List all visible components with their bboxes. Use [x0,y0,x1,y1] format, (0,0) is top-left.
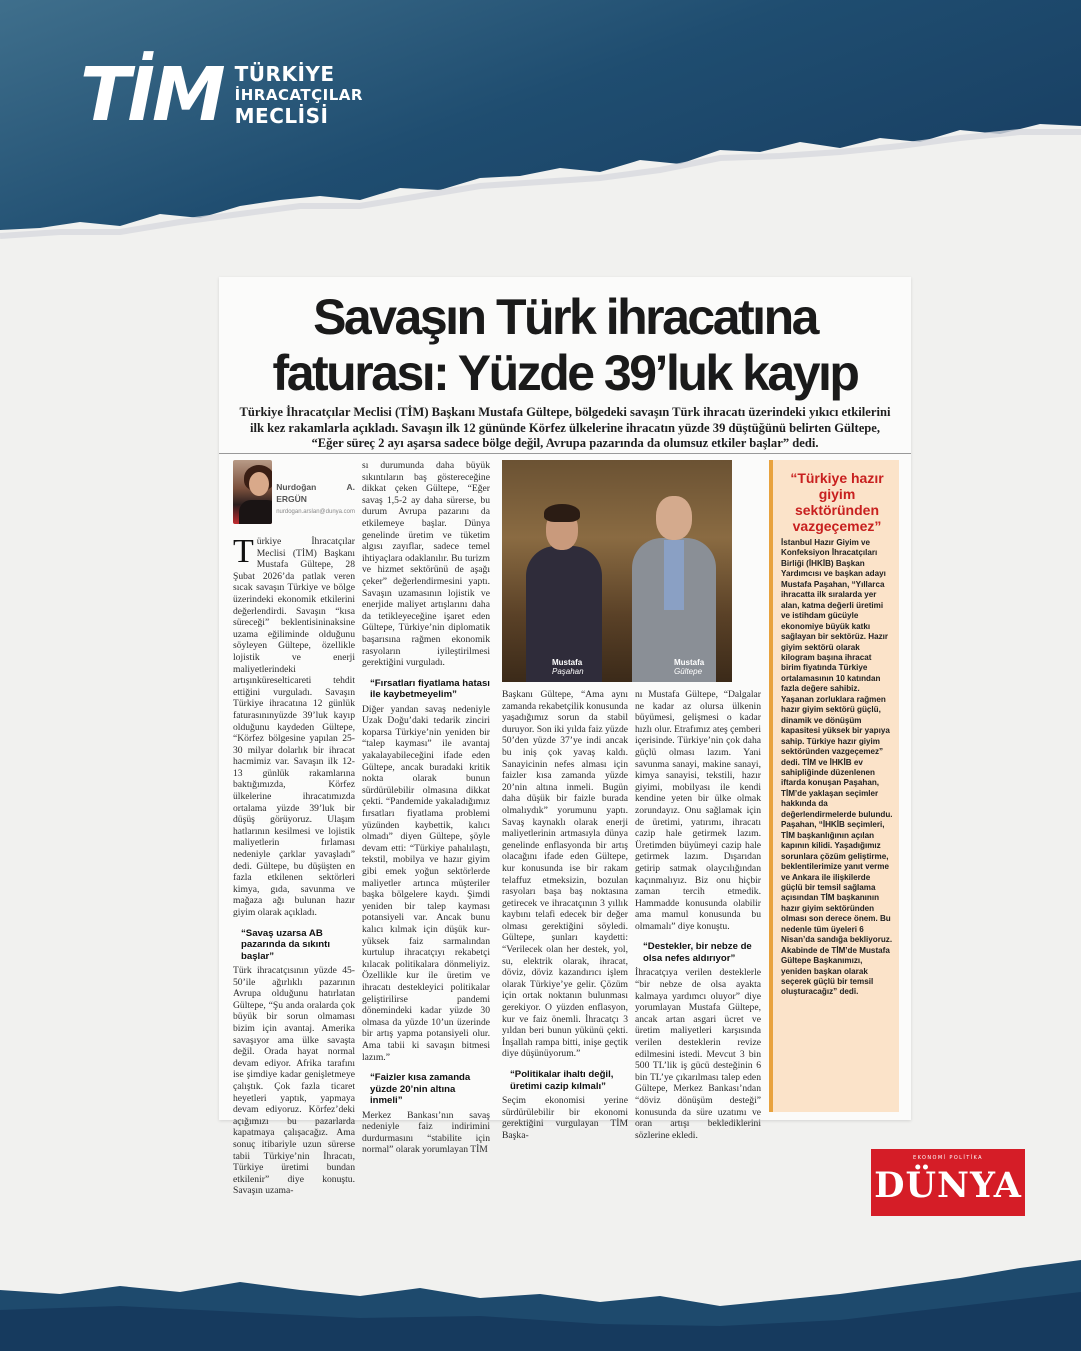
dropcap: T [233,533,254,570]
tim-logo-line1: TÜRKİYE [234,61,335,86]
divider [219,453,911,454]
column-4 [635,689,761,1141]
person-left [522,500,604,682]
caption-name: Mustafa [674,658,705,667]
paragraph: sı durumunda daha büyük sıkıntıların baş göstereceğine dikkat çeken Gültepe, “Eğer savaş 1,5-2 ay daha sürerse, bu durum Avrupa pazarını da etkilemeye başlar. Dünya genelinde üretim ve tüketim algısı zayıflar, sadece temel ihtiyaçlara odaklanılır. Bu turizm ve hizmet sektörünü de aşağı çeker” değerlendirmesini yaptı. Savaşın uzamasının lojistik ve enerjide maliyet artışlarını daha da tetikleyeceğine işaret eden Gültepe, Türkiye’nin diplomatik başarısına rağmen ekonomik rasyoların iyileştirilmesi gerektiğini vurguladı. [362,460,490,669]
tim-logo-text [234,61,363,128]
column-1 [233,460,355,1197]
photo-caption-left [552,658,584,676]
headline-line2: faturası: Yüzde 39’luk kayıp [272,345,858,401]
paragraph: Başkanı Gültepe, “Ama aynı zamanda rekabetçilik konusunda yaşadığımız sorun da stabil duruyor. Son iki yılda faiz yüzde 50’den yüzde 37’ye indi ancak bu iniş çok yavaş kaldı. Sanayicinin nefes alması için faizler kısa zamanda yüzde 20’nin altına inmeli. Bugün daha düşük bir faizle burada olmalıydık” yorumunu yaptı. Savaş kaynaklı olarak enerji maliyetlerinin artmasıyla dünya genelinde enflasyonda bir artış olacağını ifade eden Gültepe, kur konusunda ise bir rakam telaffuz etmeksizin, bozulan rasyoları başa baş noktasına getirecek ve ihracatçının 3 yıllık kaybını telafi edecek bir değer olması gerektiğini söyledi. Gültepe, şunları kaydetti: “Verilecek olan her destek, yol, su, elektrik olarak, ihracat, döviz, döviz kazandırıcı işlem olarak Türkiye’ye gelir. Çözüm için ortak noktanın bulunması gerekiyor. O yüzden enflasyon, kur ve faiz önemli. İhracatçı 3 yıldan beri bunun yükünü çekti. İnşallah rampa bitti, inişe geçtik diye düşünüyorum.” [502,689,628,1060]
paragraph: Merkez Bankası’nın savaş nedeniyle faiz indirimini durdurmasını “stabilite için normal” olarak yorumlayan TİM [362,1109,490,1156]
subheading: “Faizler kısa zamanda yüzde 20’nin altına inmeli” [370,1072,471,1107]
subheading: “Savaş uzarsa AB pazarında da sıkıntı başlar” [241,927,331,962]
photo-two-men [502,460,732,682]
paragraph: nı Mustafa Gültepe, “Dalgalar ne kadar az olursa ülkenin büyümesi, gelişmesi o kadar hızlı olur. Etrafımız ateş çemberi içerisinde. Türkiye’nin çok daha güçlü olması lazım. Yani savunma sanayi, makine sanayi, kimya sanayisi, tekstili, hazır giyimi, mobilyası ile kendi kendine yeten bir ülke olmak zorundayız. Onu sağlamak için de üretimi, yatırımı, ihracatı cazip hale getirmek lazım. Üretimden büyümeyi cazip hale getirmek lazım. Dışarıdan getirip satmak olaycılığından kaçınmalıyız. Biz onu hiçbir zaman tercih etmedik. Hammadde konusunda olabilir ama mamul konusunda bu olmamalı” diye konuştu. [635,689,762,932]
torn-paper-edge-top [0,0,1081,320]
paragraph-text: ürkiye İhracatçılar Meclisi (TİM) Başkanı Mustafa Gültepe, 28 Şubat 2026’da patlak veren sıcak savaşın Türkiye ve bölge üzerindeki ekonomik etkilerini değerlendirdi. Savaşın “kısa süreceği” beklentisininaksine uzama eğiliminde olduğunu söyleyen Gültepe, özellikle lojistik ve enerji maliyetlerindeki artışınküreselticareti tehdit ettiğini vurguladı. Savaşın Türkiye ihracatına 12 günlük faturasınınyüzde 39’luk kayıp olduğunu kaydeden Gültepe, “Körfez bölgesine yapılan 25-30 milyar dolarlık bir ihracat hacmimiz var. Savaşın ilk 12-13 günlük rakamlarına baktığımızda, Körfez ülkelerine ihracatımızda ortalama yüzde 39’luk bir düşüş görüyoruz. Ulaşım hatlarının kesilmesi ve lojistik maliyetlerin fırlaması nedeniyle çarklar yavaşladı” dedi. Gültepe, bu düşüşten en fazla etkilenen sektörleri kimya, gıda, savunma ve mağaza ağı bulunan hazır giyim olarak açıkladı. [233,536,355,918]
sidebar-box [769,460,899,1112]
caption-surname: Paşahan [552,667,584,676]
paragraph [233,533,355,919]
subheading: “Destekler, bir nebze de olsa nefes aldırıyor” [643,941,752,964]
tim-logo-mark: TİM [80,52,223,138]
dunya-logo [871,1149,1025,1216]
subheading: “Politikalar ihaltı değil, üretimi cazip kılmalı” [510,1069,614,1092]
lede: Türkiye İhracatçılar Meclisi (TİM) Başkanı Mustafa Gültepe, bölgedeki savaşın Türk ihracatı üzerindeki yıkıcı etkilerini ilk kez rakamlarla açıkladı. Savaşın ilk 12 gününde Körfez ülkelerine ihracatın yüzde 39 düştüğünü belirten Gültepe, “Eğer süreç 2 ayı aşarsa sadece bölge değil, Avrupa pazarında da olumsuz etkiler başlar” dedi. [239,405,891,450]
dunya-tagline: EKONOMİ POLİTİKA [913,1155,983,1161]
author-email: nurdogan.arslan@dunya.com [276,509,355,516]
caption-name: Mustafa [552,658,583,667]
tim-logo-line2: İHRACATÇILAR [234,85,363,104]
tim-logo [80,52,363,138]
paragraph: Diğer yandan savaş nedeniyle Uzak Doğu’daki tedarik zinciri koparsa Türkiye’nin yeniden bir “talep kayması” ile avantaj yakalayabileceğini ifade eden Gültepe, ancak buradaki kritik nokta olarak bunun sürdürülebilir olmasına dikkat çekti. “Pandemide yakaladığımız fırsatları fiyatlama problemi yüzünden kaybettik, kalıcı olmadı” diyen Gültepe, şöyle devam etti: “Türkiye pahalılaştı, tekstil, mobilya ve hazır giyim gibi emek yoğun sektörlerde maliyetler artınca müşteriler başka bölgelere kaydı. Şimdi yeniden bir talep kayması potansiyeli var. Ancak bunu kalıcı kılmak için düşük kur-yüksek faiz sarmalından kurtulup ihracatçıyı rekabetçi kılacak politikalara dönmeliyiz. Özellikle kur ile üretim ve ihracatı destekleyici politikalar geliştirilirse pandemi dönemindeki kadar yüzde 30 olmasa da yüzde 10’un üzerinde bir artış yapma potansiyeli olur. Ama tabii ki savaşın bitmesi lazım.” [362,703,490,1063]
author-photo [233,460,272,524]
author-name: Nurdoğan A. ERGÜN [276,482,355,504]
torn-paper-edge-bottom [0,1220,1081,1351]
paragraph: Türk ihracatçısının yüzde 45-50’ile ağırlıklı pazarının Avrupa olduğunu hatırlatan Gültepe, “Şu anda oralarda çok büyük bir sorun olmaması bizim için avantaj. Amerika savaşıyor ama ülke savaşta değil. Orada hayat normal devam ediyor. Afrika tarafını ise şimdiye kadar genişletmeye çalıştık. Çok fazla ticaret heyetleri yaptık, yapmaya devam ediyoruz. Körfez’deki açığımızı bu pazarlarda kapatmaya çalışacağız. Ama sonuç itibariyle uzun sürerse tabii Türkiye’nin İhracatı, Türkiye üretimi bundan etkilenir” diye konuştu. Savaşın uzama- [233,965,355,1197]
caption-surname: Gültepe [674,667,703,676]
tim-logo-line3: MECLİSİ [234,103,329,128]
paragraph: Seçim ekonomisi yerine sürdürülebilir bir ekonomi gerektiğini vurgulayan TİM Başka- [502,1095,628,1141]
subheading: “Fırsatları fiyatlama hatası ile kaybetmeyelim” [370,677,490,701]
sidebar-quote: “Türkiye hazır giyim sektöründen vazgeçemez” [790,470,884,534]
column-3 [502,689,628,1141]
dunya-wordmark: DÜNYA [874,1165,1022,1206]
headline-line1: Savaşın Türk ihracatına [313,289,817,345]
photo-caption-right [674,658,704,676]
headline [219,289,911,401]
sidebar-text: İstanbul Hazır Giyim ve Konfeksiyon İhracatçıları Birliği (İHKİB) Başkan Yardımcısı ve başkan adayı Mustafa Paşahan, “Yıllarca ihracatta ilk sıralarda yer alan, katma değerli üretimi ve istihdam gücüyle ekonomiye büyük katkı sağlayan bir sektörüz. Hazır giyim sektörü olarak kilogram başına ihracat birim fiyatında Türkiye ortalamasının 10 katından fazla değere sahibiz. Yaşanan zorluklara rağmen hazır giyim sektörü güçlü, dinamik ve dönüşüm kapasitesi yüksek bir yapıya sahip. Türkiye hazır giyim sektöründen vazgeçemez” dedi. TİM ve İHKİB ev sahipliğinde düzenlenen iftarda konuşan Paşahan, TİM’de yaklaşan seçimler hakkında da değerlendirmelerde bulundu. Paşahan, “İHKİB seçimleri, TİM başkanlığının açılan kapının kilidi. Yaşadığımız sorunlara çözüm geliştirme, beklentilerimize yanıt verme ve Ankara ile ilişkilerde güçlü bir temsil sağlama açısından TİM başkanının hazır giyim sektöründen olması son derece önem. Bu nedenle tüm üyeleri 6 Nisan’da sandığa bekliyoruz. Akabinde de TİM’de Mustafa Gültepe Başkanımızı, yeniden başkan olarak seçerek güçlü bir temsil oluşturacağız” dedi. [781,538,893,997]
column-2 [362,460,490,1156]
author-box [233,460,355,530]
paragraph: İhracatçıya verilen desteklerle “bir nebze de olsa ayakta kalmaya yardımcı oluyor” diye yorumlayan Mustafa Gültepe, ancak artan asgari ücret ve üretim maliyetleri karşısında verilen desteklerin revize edilmesini istedi. Mevcut 3 bin 500 TL’lik iş gücü desteğinin 6 bin TL’ye çıkarılması talep eden Gültepe, Merkez Bankası’ndan “döviz dönüşüm desteği” konusunda da süre uzatımı ve oran artışı beklediklerini sözlerine ekledi. [635,967,761,1141]
person-right [630,490,718,682]
newspaper-clipping [219,277,911,1197]
